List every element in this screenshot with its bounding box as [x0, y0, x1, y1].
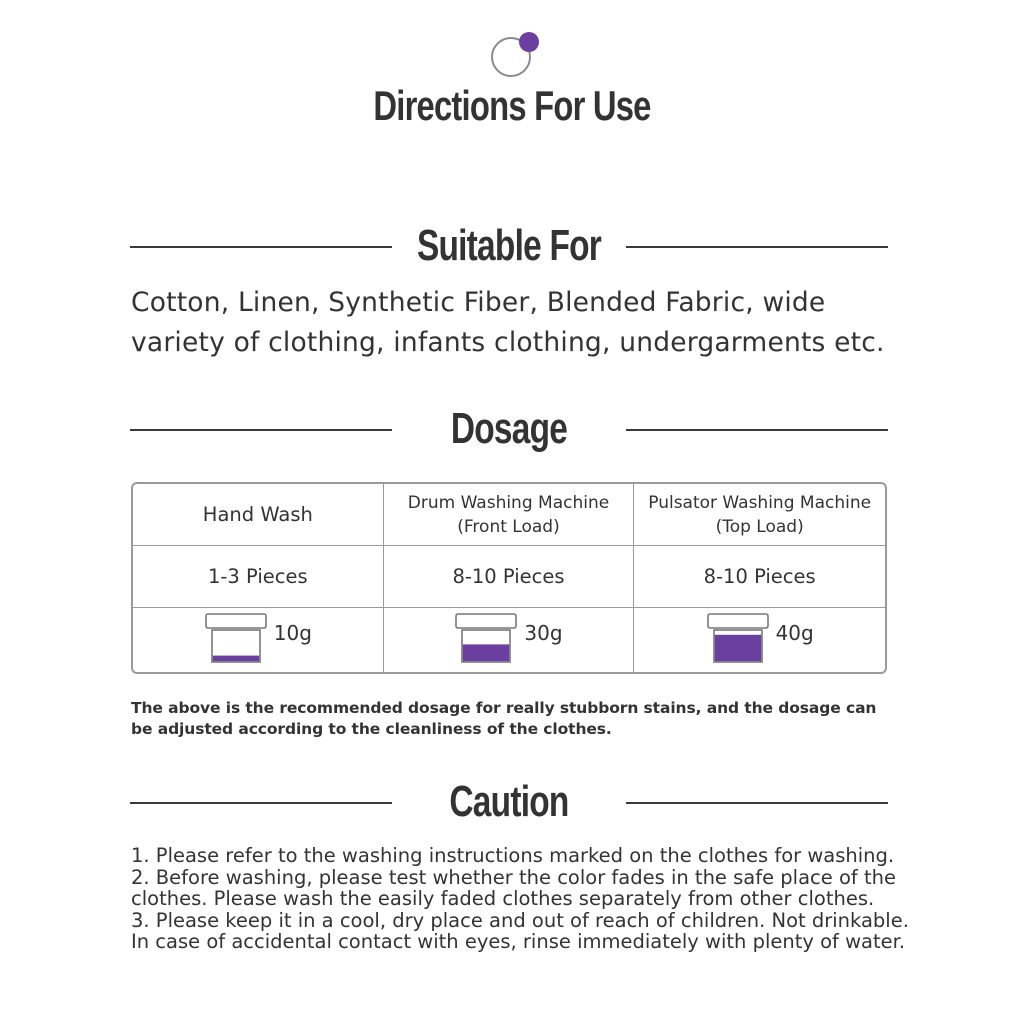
column-header-sublabel: (Top Load)	[715, 516, 804, 537]
amount-cell	[384, 608, 635, 672]
circle-dot-logo-icon	[489, 31, 541, 79]
column-header-label: Drum Washing Machine	[407, 492, 610, 513]
amount-value: 10g	[273, 621, 312, 645]
dosage-table	[131, 482, 887, 674]
column-header-hand-wash	[133, 484, 384, 546]
suitable-text: Cotton, Linen, Synthetic Fiber, Blended Fabric, wide variety of clothing, infants clothing, undergarments etc.	[131, 287, 885, 358]
column-header-label: Hand Wash	[202, 502, 313, 526]
column-header-sublabel: (Front Load)	[457, 516, 560, 537]
table-row	[133, 546, 885, 608]
caution-item: 1. Please refer to the washing instructions marked on the clothes for washing.	[131, 844, 895, 867]
caution-item: 3. Please keep it in a cool, dry place and out of reach of children. Not drinkable. In case of accidental contact with eyes, rinse immediately with plenty of water.	[131, 908, 909, 953]
divider-right	[626, 429, 888, 431]
divider-right	[626, 802, 888, 804]
dosage-heading: Dosage	[450, 404, 568, 453]
measuring-cup-icon	[204, 612, 268, 664]
pieces-cell: 8-10 Pieces	[384, 546, 635, 608]
amount-value: 40g	[775, 621, 814, 645]
pieces-cell: 8-10 Pieces	[634, 546, 885, 608]
caution-heading-block	[130, 772, 888, 832]
table-row	[133, 484, 885, 546]
column-header-pulsator	[634, 484, 885, 546]
suitable-heading: Suitable For	[416, 221, 602, 270]
measuring-cup-icon	[706, 612, 770, 664]
column-header-drum	[384, 484, 635, 546]
page-title: Directions For Use	[373, 82, 651, 129]
pieces-cell: 1-3 Pieces	[133, 546, 384, 608]
suitable-heading-block	[130, 216, 888, 276]
amount-cell	[133, 608, 384, 672]
column-header-label: Pulsator Washing Machine	[648, 492, 872, 513]
divider-right	[626, 246, 888, 248]
table-row	[133, 608, 885, 672]
measuring-cup-icon	[454, 612, 518, 664]
dosage-note: The above is the recommended dosage for really stubborn stains, and the dosage can be adjusted according to the cleanliness of the clothes.	[131, 699, 877, 738]
amount-value: 30g	[524, 621, 563, 645]
dosage-heading-block	[130, 399, 888, 459]
caution-list	[131, 845, 911, 953]
caution-item: 2. Before washing, please test whether the color fades in the safe place of the clothes. Please wash the easily faded clothes separately from other clothes.	[131, 865, 896, 910]
caution-heading: Caution	[449, 777, 569, 826]
amount-cell	[634, 608, 885, 672]
